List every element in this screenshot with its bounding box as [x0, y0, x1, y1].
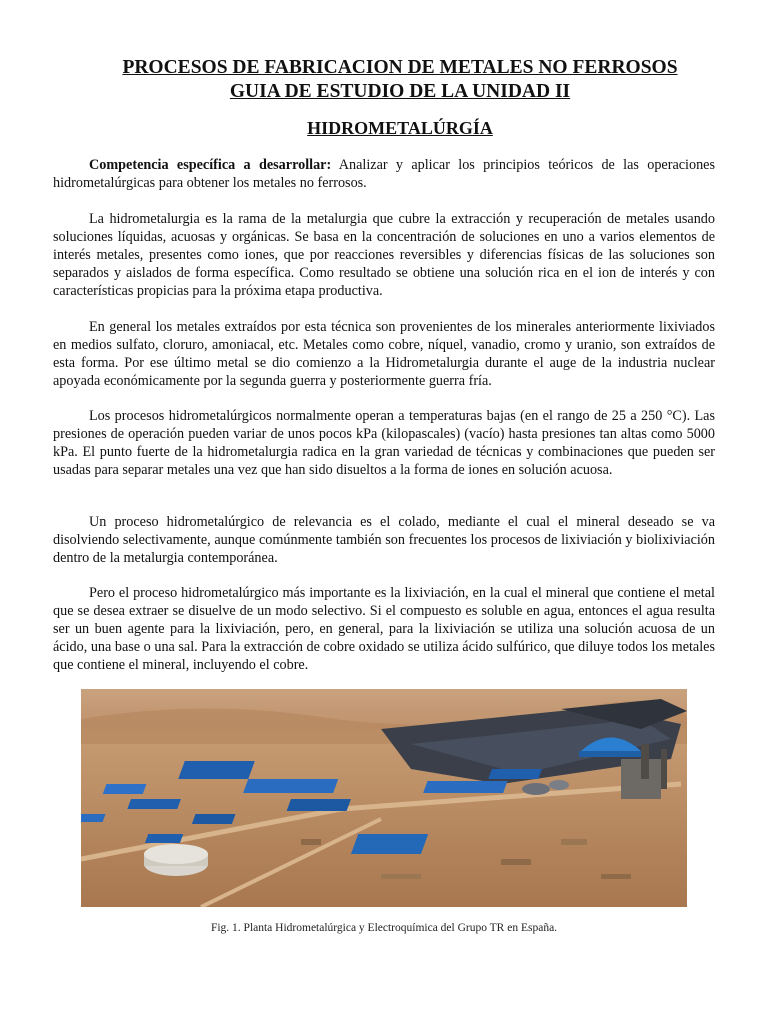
paragraph-text: En general los metales extraídos por esta técnica son provenientes de los minerales anteriormente lixiviados en medios sulfato, cloruro, amoniacal, etc. Metales como cobre, níquel, vanadio, cromo y uranio, son extraídos de esta forma. Por ese último metal se dio comienzo a la Hidrometalurgia durante el auge de la industria nuclear apoyada económicamente por la segunda guerra y posteriormente guerra fría.: [53, 319, 715, 389]
document-subtitle: GUIA DE ESTUDIO DE LA UNIDAD II: [229, 81, 571, 102]
competencia-label: Competencia específica a desarrollar:: [89, 157, 332, 173]
document-title: PROCESOS DE FABRICACION DE METALES NO FERROSOS: [122, 57, 678, 78]
paragraph-text: Pero el proceso hidrometalúrgico más importante es la lixiviación, en la cual el mineral que contiene el metal que se desea extraer se disuelve de un modo selectivo. Si el compuesto es soluble en agua, entonces el agua resulta ser un buen agente para la lixiviación, pero, en general, para la lixiviación se utiliza una solución acuosa de un ácido, una base o una sal. Para la extracción de cobre oxidado se utiliza ácido sulfúrico, que diluye todos los metales que contiene el mineral, incluyendo el cobre.: [53, 585, 715, 673]
plant-aerial-photo: [81, 689, 687, 907]
body-paragraph: [53, 513, 715, 567]
competencia-text: Analizar y aplicar los principios teóricos de las operaciones hidrometalúrgicas para obtener los metales no ferrosos.: [53, 157, 715, 191]
body-paragraph: [53, 584, 715, 674]
figure-caption: Fig. 1. Planta Hidrometalúrgica y Electroquímica del Grupo TR en España.: [210, 922, 558, 934]
body-paragraph: [53, 407, 715, 479]
section-heading: HIDROMETALÚRGÍA: [307, 118, 493, 138]
paragraph-text: Un proceso hidrometalúrgico de relevancia es el colado, mediante el cual el mineral deseado se va disolviendo selectivamente, aunque comúnmente también son frecuentes los procesos de lixiviación y biolixiviación dentro de la metalurgia contemporánea.: [53, 514, 715, 566]
competencia-paragraph: [53, 156, 715, 192]
body-paragraph: [53, 210, 715, 300]
paragraph-text: Los procesos hidrometalúrgicos normalmente operan a temperaturas bajas (en el rango de 25 a 250 °C). Las presiones de operación pueden variar de unos pocos kPa (kilopascales) (vacío) hasta presiones tan altas como 5000 kPa. El punto fuerte de la hidrometalurgia radica en la gran variedad de técnicas y combinaciones que pueden ser usadas para separar metales una vez que han sido disueltos a la forma de iones en solución acuosa.: [53, 408, 715, 478]
body-paragraph: [53, 318, 715, 390]
paragraph-text: La hidrometalurgia es la rama de la metalurgia que cubre la extracción y recuperación de metales usando soluciones líquidas, acuosas y orgánicas. Se basa en la concentración de soluciones en uno a varios elementos de interés metales, presentes como iones, que por reacciones reversibles y diferencias físicas de las soluciones son separados y aislados de forma específica. Como resultado se obtiene una solución rica en el ion de interés y con características propicias para la próxima etapa productiva.: [53, 211, 715, 299]
